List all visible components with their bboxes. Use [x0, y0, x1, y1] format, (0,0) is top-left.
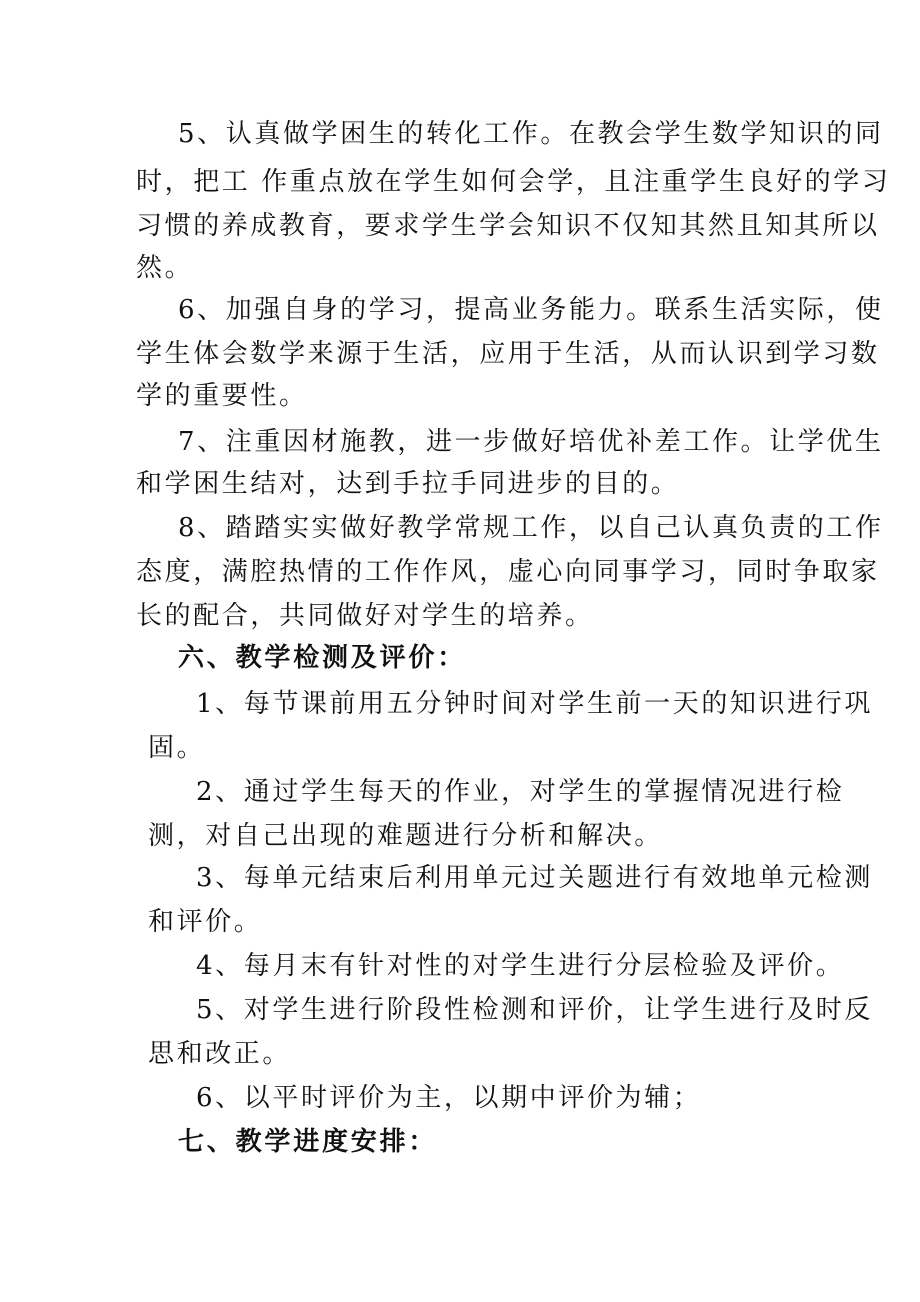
item-6-line-2: 学生体会数学来源于生活，应用于生活，从而认识到学习数	[136, 339, 880, 369]
section-6-item-6-line-1: 6、以平时评价为主，以期中评价为辅；	[196, 1083, 702, 1113]
section-6-item-3-line-1: 3、每单元结束后利用单元过关题进行有效地单元检测	[196, 863, 873, 893]
section-6-item-1-line-2: 固。	[148, 733, 206, 763]
section-6-item-5-line-2: 思和改正。	[148, 1039, 292, 1069]
item-5-line-2: 时，把工 作重点放在学生如何会学，且注重学生良好的学习	[136, 167, 891, 197]
section-6-heading: 六、教学检测及评价：	[178, 643, 467, 673]
section-6-item-4-line-1: 4、每月末有针对性的对学生进行分层检验及评价。	[196, 951, 845, 981]
section-6-item-3-line-2: 和评价。	[148, 907, 263, 937]
item-8-line-3: 长的配合，共同做好对学生的培养。	[136, 601, 594, 631]
section-6-item-2-line-2: 测，对自己出现的难题进行分析和解决。	[148, 821, 663, 851]
section-6-item-1-line-1: 1、每节课前用五分钟时间对学生前一天的知识进行巩	[196, 689, 873, 719]
section-6-item-2-line-1: 2、通过学生每天的作业，对学生的掌握情况进行检	[196, 777, 845, 807]
section-7-heading: 七、教学进度安排：	[178, 1127, 438, 1157]
section-6-item-5-line-1: 5、对学生进行阶段性检测和评价，让学生进行及时反	[196, 995, 873, 1025]
item-5-line-4: 然。	[136, 253, 194, 283]
item-8-line-2: 态度，满腔热情的工作作风，虚心向同事学习，同时争取家	[136, 557, 880, 587]
item-7-line-1: 7、注重因材施教，进一步做好培优补差工作。让学优生	[178, 427, 884, 457]
item-6-line-1: 6、加强自身的学习，提高业务能力。联系生活实际，使	[178, 295, 884, 325]
item-5-line-3: 习惯的养成教育，要求学生学会知识不仅知其然且知其所以	[136, 211, 880, 241]
item-6-line-3: 学的重要性。	[136, 381, 308, 411]
item-5-line-1: 5、认真做学困生的转化工作。在教会学生数学知识的同	[178, 119, 884, 149]
item-7-line-2: 和学困生结对，达到手拉手同进步的目的。	[136, 469, 680, 499]
item-8-line-1: 8、踏踏实实做好教学常规工作，以自己认真负责的工作	[178, 513, 884, 543]
